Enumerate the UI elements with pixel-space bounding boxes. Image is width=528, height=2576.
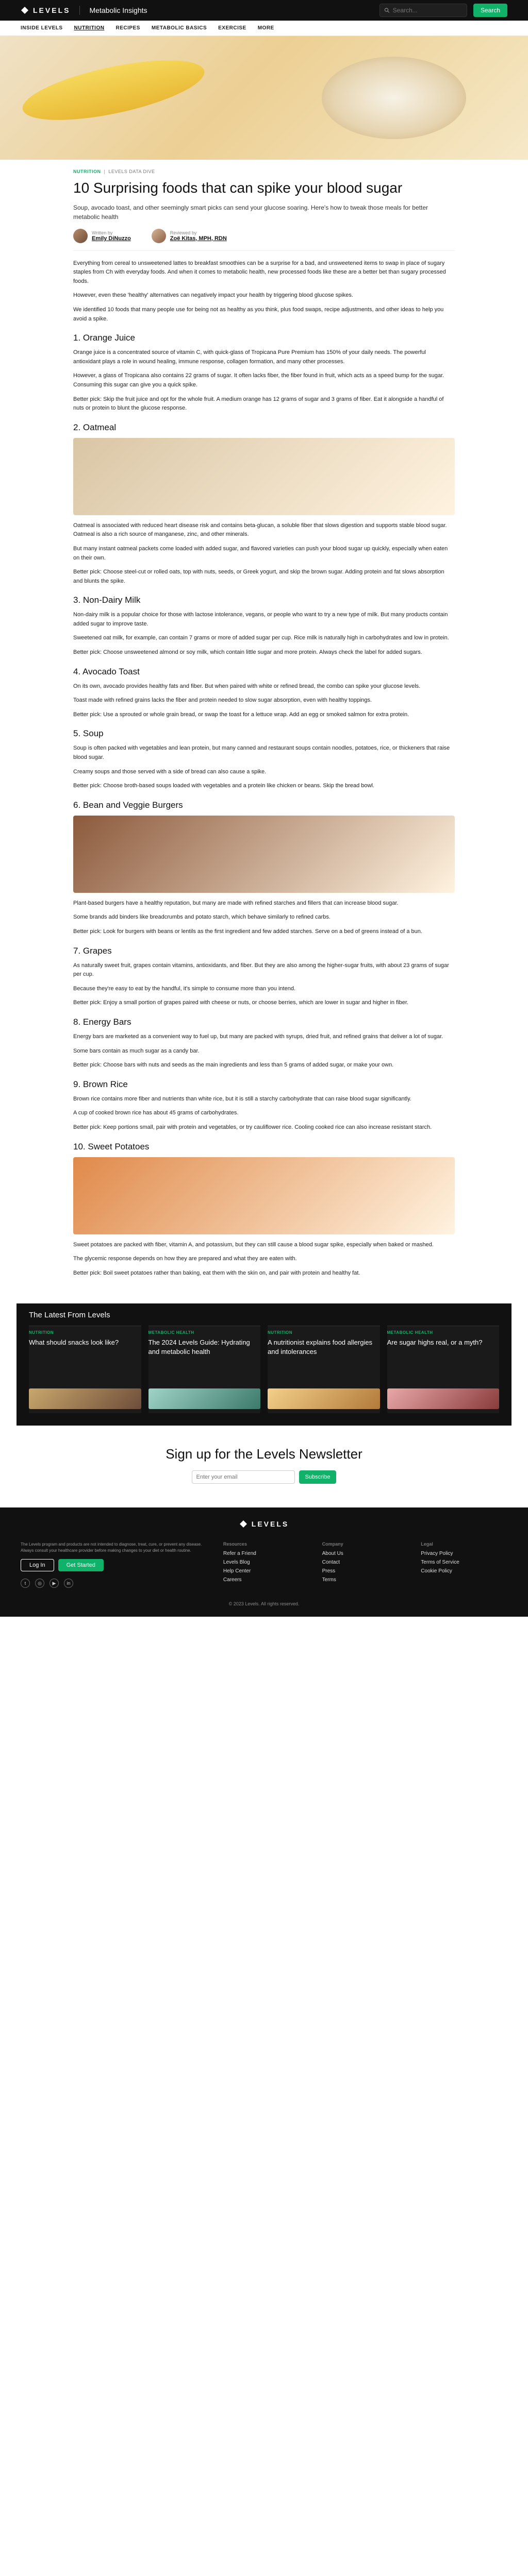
email-field[interactable] xyxy=(192,1470,295,1484)
nav-item-nutrition[interactable]: NUTRITION xyxy=(74,25,105,31)
nav-item-more[interactable]: MORE xyxy=(257,25,274,31)
section-heading: 5. Soup xyxy=(73,728,104,739)
card-category: METABOLIC HEALTH xyxy=(387,1330,433,1335)
section-paragraph: Orange juice is a concentrated source of vitamin C, with quick-glass of Tropicana Pure Premium has 150% of your daily needs. The powerful antioxidant plays a role in wound healing, immune response, collagen formation, and many other processes. xyxy=(73,349,426,365)
footer-link[interactable]: Cookie Policy xyxy=(421,1568,452,1574)
section-paragraph: Creamy soups and those served with a side of bread can also cause a spike. xyxy=(73,768,267,775)
intro-paragraph: Everything from cereal to unsweetened lattes to breakfast smoothies can be a surprise for a bad, and unsweetened items to swap in place of sugary staples from Ch with everyday foods. And when it comes to metabolic health, new processed foods like these are a better bet than sugary processed foods. xyxy=(73,260,446,284)
section-paragraph: Sweet potatoes are packed with fiber, vitamin A, and potassium, but they can still cause a blood sugar spike, especially when baked or mashed. xyxy=(73,1241,434,1248)
section-heading: 6. Bean and Veggie Burgers xyxy=(73,800,183,810)
latest-heading: The Latest From Levels xyxy=(29,1311,110,1320)
better-pick-tip: Better pick: Choose bars with nuts and seeds as the main ingredients and less than 5 grams of added sugar, or make your own. xyxy=(73,1062,394,1069)
page-subtitle: Soup, avocado toast, and other seemingly smart picks can send your glucose soaring. Here's how to tweak those meals for better metabolic health xyxy=(73,204,428,221)
authors xyxy=(73,229,455,251)
card-title[interactable]: A nutritionist explains food allergies and intolerances xyxy=(268,1338,373,1355)
card-thumbnail xyxy=(148,1388,261,1409)
better-pick-tip: Better pick: Choose broth-based soups loaded with vegetables and a protein like chicken or beans. Skip the bread bowl. xyxy=(73,783,374,789)
better-pick-tip: Better pick: Choose unsweetened almond or soy milk, which contain little sugar and more protein. Always check the label for added sugars. xyxy=(73,649,422,656)
card-category: NUTRITION xyxy=(268,1330,293,1335)
footer-link[interactable]: Help Center xyxy=(223,1568,251,1574)
section-paragraph: The glycemic response depends on how they are prepared and what they are eaten with. xyxy=(73,1256,297,1262)
nav-item-metabolic-basics[interactable]: METABOLIC BASICS xyxy=(151,25,207,31)
section-image xyxy=(73,1157,455,1234)
author-name[interactable]: Zoë Kitas, MPH, RDN xyxy=(170,235,227,242)
search-icon xyxy=(384,7,390,13)
section-heading: 8. Energy Bars xyxy=(73,1016,131,1027)
youtube-icon[interactable]: ▶ xyxy=(50,1579,59,1588)
bowl-shape xyxy=(322,57,466,139)
better-pick-tip: Better pick: Use a sprouted or whole grain bread, or swap the toast for a lettuce wrap. Add an egg or smoked salmon for extra protein. xyxy=(73,711,409,718)
better-pick-tip: Better pick: Keep portions small, pair with protein and vegetables, or try cauliflower rice. Cooling cooked rice can also increase resistant starch. xyxy=(73,1124,432,1130)
hero-image xyxy=(0,36,528,160)
section-paragraph: Brown rice contains more fiber and nutrients than white rice, but it is still a starchy carbohydrate that can raise blood sugar significantly. xyxy=(73,1095,411,1102)
latest-card[interactable] xyxy=(29,1326,141,1413)
page-title: 10 Surprising foods that can spike your blood sugar xyxy=(73,180,403,196)
copyright: © 2023 Levels. All rights reserved. xyxy=(228,1601,300,1607)
better-pick-tip: Better pick: Enjoy a small portion of grapes paired with cheese or nuts, or choose berries, which are lower in sugar and higher in fiber. xyxy=(73,999,408,1006)
footer-brand-name: LEVELS xyxy=(251,1520,289,1529)
author-writer xyxy=(73,229,131,243)
section-paragraph: Because they're easy to eat by the handful, it's simple to consume more than you intend. xyxy=(73,985,296,992)
latest-section xyxy=(16,1303,512,1426)
newsletter-form xyxy=(0,1470,528,1484)
levels-logo-icon xyxy=(239,1520,248,1528)
divider xyxy=(79,6,80,15)
brand[interactable] xyxy=(21,6,70,14)
better-pick-tip: Better pick: Skip the fruit juice and opt for the whole fruit. A medium orange has 12 grams of sugar and 3 grams of fiber. Eat it alongside a handful of nuts or protein to blunt the glucose response. xyxy=(73,396,444,412)
footer xyxy=(0,1507,528,1617)
banana-shape xyxy=(18,48,209,132)
better-pick-tip: Better pick: Choose steel-cut or rolled oats, top with nuts, seeds, or Greek yogurt, and skip the brown sugar. Adding protein and fat slows absorption and blunts the spike. xyxy=(73,569,444,584)
avatar xyxy=(73,229,88,243)
levels-logo-icon xyxy=(21,6,29,14)
article-sections xyxy=(73,333,455,1278)
search-box xyxy=(380,4,467,17)
nav-item-recipes[interactable]: RECIPES xyxy=(116,25,140,31)
footer-link[interactable]: Levels Blog xyxy=(223,1560,250,1566)
section-heading: 10. Sweet Potatoes xyxy=(73,1141,150,1151)
section-paragraph: Non-dairy milk is a popular choice for those with lactose intolerance, vegans, or people who want to try a new type of milk. But many products contain added sugar to improve taste. xyxy=(73,612,448,627)
card-thumbnail xyxy=(29,1388,141,1409)
footer-link[interactable]: Terms of Service xyxy=(421,1560,459,1566)
footer-brand[interactable] xyxy=(21,1520,507,1528)
instagram-icon[interactable]: ◎ xyxy=(35,1579,44,1588)
section-paragraph: Energy bars are marketed as a convenient way to fuel up, but many are packed with syrups, dried fruit, and refined grains that deliver a lot of sugar. xyxy=(73,1033,443,1040)
crumb-primary[interactable]: NUTRITION xyxy=(73,169,101,174)
card-thumbnail xyxy=(387,1388,500,1409)
footer-grid xyxy=(21,1541,507,1588)
login-button[interactable]: Log In xyxy=(21,1559,54,1571)
card-title[interactable]: What should snacks look like? xyxy=(29,1338,119,1347)
footer-link[interactable]: About Us xyxy=(322,1551,343,1557)
section-paragraph: But many instant oatmeal packets come loaded with added sugar, and flavored varieties can push your blood sugar up quickly, especially when eaten on their own. xyxy=(73,545,448,561)
section-heading: 7. Grapes xyxy=(73,945,112,956)
main-nav xyxy=(0,21,528,36)
subscribe-button[interactable]: Subscribe xyxy=(299,1470,337,1484)
author-role: Written by xyxy=(92,230,113,235)
footer-link[interactable]: Privacy Policy xyxy=(421,1551,453,1557)
footer-col-legal xyxy=(421,1541,507,1588)
top-right xyxy=(380,4,507,17)
latest-cards xyxy=(29,1326,499,1413)
footer-col-heading: Resources xyxy=(223,1541,247,1547)
intro-paragraph: We identified 10 foods that many people use for being not as healthy as you think, plus food swaps, recipe adjustments, and other ideas to help you avoid a spike. xyxy=(73,306,444,322)
footer-link[interactable]: Press xyxy=(322,1568,336,1574)
section-title[interactable]: Metabolic Insights xyxy=(89,6,147,14)
footer-disclaimer: The Levels program and products are not intended to diagnose, treat, cure, or prevent any disease. Always consult your healthcare provider before making changes to your diet or health routine. xyxy=(21,1542,202,1553)
footer-col-resources xyxy=(223,1541,310,1588)
section-paragraph: On its own, avocado provides healthy fats and fiber. But when paired with white or refined bread, the combo can spike your glucose levels. xyxy=(73,683,421,689)
card-title[interactable]: The 2024 Levels Guide: Hydrating and metabolic health xyxy=(148,1338,250,1355)
nav-item-inside-levels[interactable]: INSIDE LEVELS xyxy=(21,25,63,31)
section-image xyxy=(73,816,455,893)
footer-about xyxy=(21,1541,211,1588)
footer-link[interactable]: Contact xyxy=(322,1560,340,1566)
search-input[interactable] xyxy=(393,7,463,14)
section-heading: 3. Non-Dairy Milk xyxy=(73,595,141,605)
author-name[interactable]: Emily DiNuzzo xyxy=(92,235,131,242)
section-paragraph: Toast made with refined grains lacks the fiber and protein needed to slow sugar absorption, even with healthy toppings. xyxy=(73,697,372,704)
nav-item-exercise[interactable]: EXERCISE xyxy=(218,25,246,31)
section-paragraph: However, a glass of Tropicana also contains 22 grams of sugar. It often lacks fiber, the fiber found in fruit, which acts as a speed bump for the sugar. Consuming this sugar can give you a quick spike. xyxy=(73,372,444,388)
social-links xyxy=(21,1579,211,1588)
better-pick-tip: Better pick: Boil sweet potatoes rather than baking, eat them with the skin on, and pair with protein and healthy fat. xyxy=(73,1269,360,1276)
newsletter xyxy=(0,1426,528,1507)
better-pick-tip: Better pick: Look for burgers with beans or lentils as the first ingredient and few added starches. Serve on a bed of greens instead of a bun. xyxy=(73,928,422,935)
author-reviewer xyxy=(152,229,227,243)
author-role: Reviewed by xyxy=(170,230,197,235)
section-paragraph: Some bars contain as much sugar as a candy bar. xyxy=(73,1047,200,1054)
linkedin-icon[interactable]: in xyxy=(64,1579,73,1588)
search-button[interactable]: Search xyxy=(473,4,507,17)
card-category: METABOLIC HEALTH xyxy=(148,1330,194,1335)
section-paragraph: Plant-based burgers have a healthy reputation, but many are made with refined starches and fillers that can increase blood sugar. xyxy=(73,900,399,906)
get-started-button[interactable]: Get Started xyxy=(58,1559,104,1571)
section-heading: 2. Oatmeal xyxy=(73,422,117,432)
section-paragraph: As naturally sweet fruit, grapes contain vitamins, antioxidants, and fiber. But they are also among the higher-sugar fruits, with about 23 grams of sugar per cup. xyxy=(73,962,449,978)
latest-card[interactable] xyxy=(148,1326,261,1413)
section-heading: 9. Brown Rice xyxy=(73,1079,128,1089)
card-thumbnail xyxy=(268,1388,380,1409)
footer-col-heading: Legal xyxy=(421,1541,433,1547)
section-paragraph: Some brands add binders like breadcrumbs and potato starch, which behave similarly to refined carbs. xyxy=(73,914,331,921)
section-paragraph: Sweetened oat milk, for example, can contain 7 grams or more of added sugar per cup. Rice milk is naturally high in carbohydrates and low in protein. xyxy=(73,635,449,641)
footer-col-heading: Company xyxy=(322,1541,343,1547)
latest-card[interactable] xyxy=(268,1326,380,1413)
footer-link[interactable]: Careers xyxy=(223,1577,242,1583)
footer-actions xyxy=(21,1559,211,1571)
section-heading: 4. Avocado Toast xyxy=(73,666,140,676)
twitter-icon[interactable]: t xyxy=(21,1579,30,1588)
section-paragraph: A cup of cooked brown rice has about 45 grams of carbohydrates. xyxy=(73,1110,239,1116)
section-image xyxy=(73,438,455,515)
breadcrumb: NUTRITION | LEVELS DATA DIVE xyxy=(73,169,155,174)
crumb-secondary[interactable]: LEVELS DATA DIVE xyxy=(108,169,155,174)
footer-link[interactable]: Refer a Friend xyxy=(223,1551,256,1557)
latest-card[interactable] xyxy=(387,1326,500,1413)
footer-link[interactable]: Terms xyxy=(322,1577,336,1583)
section-paragraph: Oatmeal is associated with reduced heart disease risk and contains beta-glucan, a soluble fiber that slows digestion and supports stable blood sugar. Oatmeal is also a rich source of manganese, zinc, and other minerals. xyxy=(73,522,447,538)
newsletter-heading: Sign up for the Levels Newsletter xyxy=(166,1446,362,1462)
section-paragraph: Soup is often packed with vegetables and lean protein, but many canned and restaurant soups contain noodles, potatoes, rice, or thickeners that raise blood sugar. xyxy=(73,745,450,761)
brand-name: LEVELS xyxy=(33,6,71,14)
avatar xyxy=(152,229,166,243)
footer-col-company xyxy=(322,1541,409,1588)
card-title[interactable]: Are sugar highs real, or a myth? xyxy=(387,1338,483,1347)
card-category: NUTRITION xyxy=(29,1330,54,1335)
article xyxy=(73,160,455,1298)
intro-paragraph: However, even these 'healthy' alternatives can negatively impact your health by triggering blood glucose spikes. xyxy=(73,292,353,299)
top-bar xyxy=(0,0,528,21)
section-heading: 1. Orange Juice xyxy=(73,333,136,343)
